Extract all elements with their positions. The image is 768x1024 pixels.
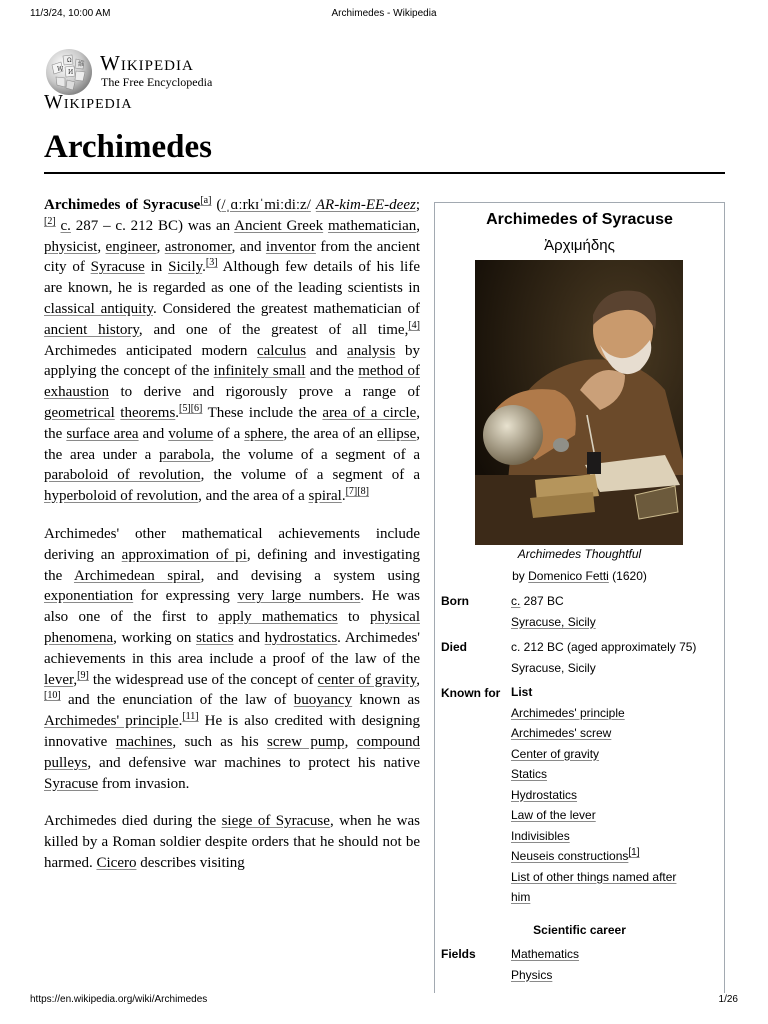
ref-5[interactable]: [5]: [179, 402, 191, 414]
link-astronomer[interactable]: astronomer: [164, 238, 232, 255]
infobox: [434, 202, 725, 993]
link-method-of-exhaustion[interactable]: method of exhaustion: [44, 363, 420, 401]
link-lever[interactable]: lever: [44, 671, 74, 688]
link-machines[interactable]: machines: [115, 733, 173, 750]
link-center-of-gravity[interactable]: center of gravity: [317, 671, 417, 688]
ref-a[interactable]: [a]: [200, 195, 212, 206]
ref-3[interactable]: [3]: [205, 257, 218, 269]
known-for-label: Known for: [441, 686, 501, 700]
link-domenico-fetti[interactable]: Domenico Fetti: [528, 569, 609, 583]
link-buoyancy[interactable]: buoyancy: [293, 692, 353, 709]
link-engineer[interactable]: engineer: [105, 238, 157, 255]
scientific-career-heading: Scientific career: [533, 923, 626, 937]
wikipedia-wordmark: Wikipedia: [100, 51, 194, 75]
born-label: Born: [441, 594, 469, 608]
page-title: Archimedes: [44, 129, 213, 165]
known-for-item[interactable]: Indivisibles: [511, 828, 570, 843]
print-page-number: 1/26: [718, 994, 738, 1005]
link-area-of-a-circle[interactable]: area of a circle: [322, 404, 417, 421]
infobox-native-name: Ἀρχιμήδης: [544, 237, 615, 254]
known-for-item[interactable]: Hydrostatics: [511, 787, 578, 802]
born-circa-link[interactable]: c.: [511, 594, 521, 608]
ref-8[interactable]: [8]: [357, 486, 369, 498]
link-cicero[interactable]: Cicero: [96, 854, 137, 871]
title-divider: [44, 172, 725, 174]
subject-name: Archimedes of Syracuse: [44, 197, 201, 213]
svg-text:Ω: Ω: [67, 57, 72, 64]
known-for-more-link[interactable]: List of other things named after: [511, 869, 677, 884]
link-ancient-history[interactable]: ancient history: [44, 321, 139, 338]
died-date: c. 212 BC (aged approximately 75): [511, 640, 697, 654]
link-physical-phenomena[interactable]: physical phenomena: [44, 609, 420, 646]
ref-10[interactable]: [10]: [44, 690, 61, 702]
wikipedia-wordmark-secondary: Wikipedia: [44, 91, 133, 113]
link-theorems[interactable]: theorems: [120, 404, 176, 421]
link-geometrical[interactable]: geometrical: [44, 404, 115, 421]
link-ancient-greek[interactable]: Ancient Greek: [234, 217, 324, 234]
died-place: Syracuse, Sicily: [511, 660, 596, 675]
image-caption-title: Archimedes Thoughtful: [517, 547, 642, 561]
ref-6[interactable]: [6]: [190, 402, 203, 414]
link-archimedean-spiral[interactable]: Archimedean spiral: [73, 567, 201, 584]
known-for-item[interactable]: Archimedes' principle: [511, 705, 625, 720]
link-parabola[interactable]: parabola: [158, 446, 211, 463]
ref-4[interactable]: [4]: [408, 319, 420, 331]
wikipedia-logo[interactable]: [44, 47, 284, 117]
known-for-list: [511, 682, 676, 908]
known-for-list-heading: List: [511, 685, 533, 699]
known-for-item[interactable]: Center of gravity: [511, 746, 600, 761]
link-analysis[interactable]: analysis: [347, 342, 396, 359]
link-ellipse[interactable]: ellipse: [377, 425, 417, 442]
circa-link[interactable]: c.: [60, 217, 71, 234]
died-label: Died: [441, 640, 468, 654]
print-page-title: Archimedes - Wikipedia: [331, 8, 437, 19]
link-mathematician[interactable]: mathematician: [327, 217, 417, 234]
field-item[interactable]: Physics: [511, 967, 553, 982]
died-value: [511, 637, 696, 678]
known-for-item[interactable]: Law of the lever: [511, 808, 596, 822]
link-approximation-of-pi[interactable]: approximation of pi: [121, 546, 247, 563]
link-archimedes-principle[interactable]: Archimedes' principle: [44, 713, 179, 730]
link-siege-of-syracuse[interactable]: siege of Syracuse: [221, 813, 330, 830]
link-classical-antiquity[interactable]: classical antiquity: [44, 300, 153, 317]
link-spiral[interactable]: spiral: [308, 488, 342, 505]
paragraph-death: Archimedes died during the siege of Syracuse, when he was killed by a Roman soldier despite orders that he should not be harmed. Cicero describes visiting: [44, 813, 420, 871]
ref-2[interactable]: [2]: [44, 215, 56, 227]
known-for-item[interactable]: Statics: [511, 767, 548, 781]
svg-text:W: W: [57, 66, 64, 73]
link-screw-pump[interactable]: screw pump: [267, 733, 345, 750]
link-statics[interactable]: statics: [196, 629, 234, 646]
link-sicily[interactable]: Sicily: [168, 259, 203, 276]
svg-text:維: 維: [78, 61, 85, 68]
wikipedia-globe-icon: [44, 47, 94, 97]
fields-list: [511, 944, 579, 985]
known-for-more-link-cont[interactable]: him: [511, 890, 531, 904]
link-apply-mathematics[interactable]: apply mathematics: [218, 609, 338, 626]
link-exponentiation[interactable]: exponentiation: [44, 588, 134, 605]
link-calculus[interactable]: calculus: [256, 342, 307, 359]
known-for-item[interactable]: Archimedes' screw: [511, 726, 612, 740]
print-datetime: 11/3/24, 10:00 AM: [30, 8, 111, 19]
respelling[interactable]: AR-kim-EE-deez: [315, 197, 416, 213]
link-compound-pulleys[interactable]: compound pulleys: [44, 733, 421, 771]
portrait-image[interactable]: [475, 260, 683, 545]
ipa-pronunciation[interactable]: /ˌɑːrkɪˈmiːdiːz/: [221, 197, 311, 213]
link-surface-area[interactable]: surface area: [66, 425, 139, 442]
link-hyperboloid[interactable]: hyperboloid of revolution: [44, 488, 199, 505]
field-item[interactable]: Mathematics: [511, 947, 580, 961]
born-value: c. 287 BC Syracuse, Sicily: [511, 594, 596, 629]
image-caption-credit: by Domenico Fetti (1620): [512, 569, 647, 583]
link-syracuse-2[interactable]: Syracuse: [44, 775, 99, 792]
svg-text:И: И: [68, 69, 74, 76]
print-header: [0, 0, 768, 26]
link-physicist[interactable]: physicist: [44, 238, 98, 255]
print-url: https://en.wikipedia.org/wiki/Archimedes: [30, 994, 208, 1005]
fields-label: Fields: [441, 947, 476, 961]
link-infinitely-small[interactable]: infinitely small: [213, 363, 306, 380]
print-footer: [0, 994, 768, 1014]
lead-paragraph: Archimedes of Syracuse[a] (/ˌɑːrkɪˈmiːdiːz/ AR-kim-EE-deez;[2] c. 287 – c. 212 BC) was an Ancient Greek mathematician, physicist, engineer, astronomer, and inventor from the ancient city of Syracuse in Sicily.[3] Although few details of his life are known, he is regarded as one of the leading scientists in classical antiquity. Considered the greatest mathematician of ancient history, and one of the greatest of all time,[4] Archimedes anticipated modern calculus and analysis by applying the concept of the infinitely small and the method of exhaustion to derive and rigorously prove a range of geometrical theorems.[5][6] These include the area of a circle, the surface area and volume of a sphere, the area of an ellipse, the area under a parabola, the volume of a segment of a paraboloid of revolution, the volume of a segment of a hyperboloid of revolution, and the area of a spiral.[7][8]: [44, 195, 421, 505]
ref-infobox-1[interactable]: [1]: [628, 847, 640, 858]
link-volume[interactable]: volume: [168, 425, 214, 442]
paragraph-achievements: Archimedes' other mathematical achievements include deriving an approximation of pi, defining and investigating the Archimedean spiral, and devising a system using exponentiation for expressing very large numbers. He was also one of the first to apply mathematics to physical phenomena, working on statics and hydrostatics. Archimedes' achievements in this area include a proof of the law of the lever,[9] the widespread use of the concept of center of gravity,[10] and the enunciation of the law of buoyancy known as Archimedes' principle.[11] He is also credited with designing innovative machines, such as his screw pump, compound pulleys, and defensive war machines to protect his native Syracuse from invasion.: [44, 525, 421, 792]
ref-9[interactable]: [9]: [77, 669, 89, 681]
link-hydrostatics[interactable]: hydrostatics: [264, 629, 338, 646]
known-for-item[interactable]: Neuseis constructions: [511, 849, 629, 863]
ref-11[interactable]: [11]: [182, 711, 199, 723]
born-place[interactable]: Syracuse, Sicily: [511, 614, 596, 629]
ref-7[interactable]: [7]: [345, 486, 358, 498]
link-very-large-numbers[interactable]: very large numbers: [237, 588, 361, 605]
article-body: [44, 195, 420, 891]
link-syracuse[interactable]: Syracuse: [90, 259, 145, 276]
wikipedia-tagline: The Free Encyclopedia: [101, 75, 213, 89]
link-paraboloid[interactable]: paraboloid of revolution: [44, 467, 201, 484]
infobox-title: Archimedes of Syracuse: [486, 211, 673, 228]
link-sphere[interactable]: sphere: [244, 425, 284, 442]
link-inventor[interactable]: inventor: [265, 238, 316, 255]
